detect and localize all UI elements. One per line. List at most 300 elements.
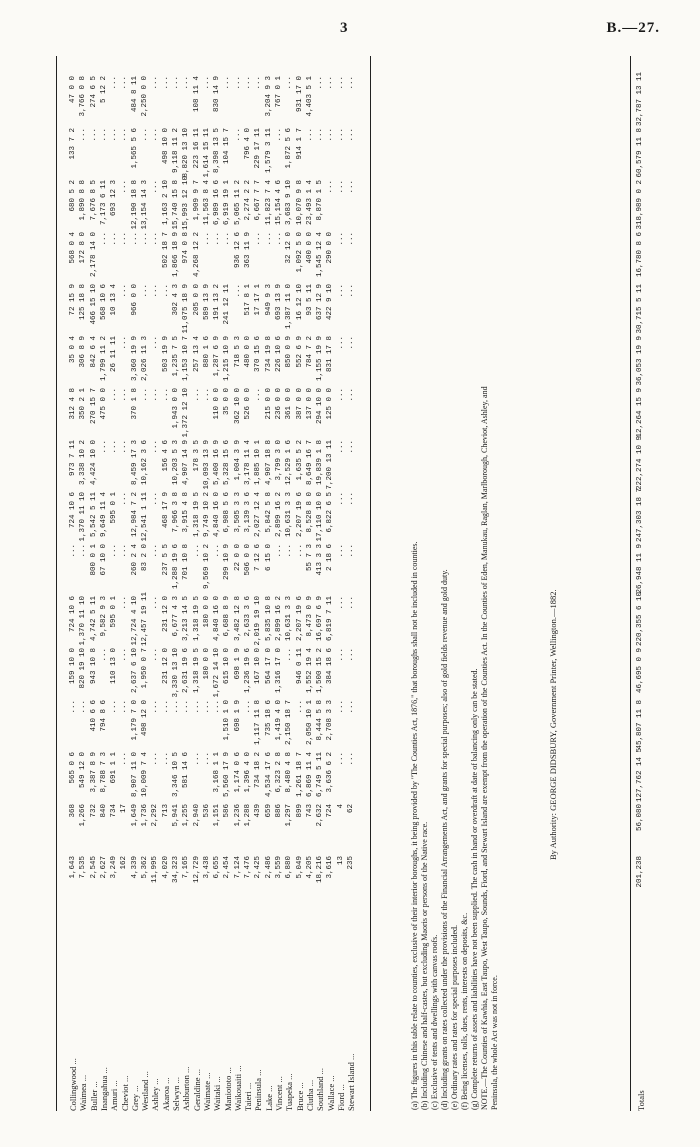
table-cell: 8,398 13 5: [213, 128, 222, 174]
table-cell: 850 0 9: [285, 336, 294, 368]
table-cell: ...: [336, 648, 345, 662]
table-cell: 299 10 9: [223, 544, 232, 581]
totals-cell: 32,787 13 11: [636, 71, 644, 126]
totals-cell: 16,780 8 6: [636, 232, 644, 278]
table-cell: ...: [120, 76, 129, 90]
table-cell: ...: [347, 752, 356, 766]
table-cell: 422 9 10: [326, 284, 335, 321]
table-cell: 565 0 6: [69, 752, 77, 784]
table-cell: 400 0 0: [305, 232, 314, 264]
table-cell: ...: [326, 128, 335, 142]
table-cell: 4,907 18 8: [264, 440, 273, 486]
table-cell: 223 16 11: [192, 128, 201, 169]
table-cell: 62: [347, 804, 356, 814]
data-column: [68, 591, 356, 646]
table-cell: 734 18 2: [254, 752, 263, 789]
table-cell: ...: [254, 232, 263, 246]
table-cell: ...: [213, 700, 222, 714]
table-cell: ...: [182, 76, 191, 90]
table-cell: 3,505 3 3: [233, 492, 242, 533]
table-cell: 226 10 6: [274, 336, 283, 373]
table-cell: 5,560 17 9: [223, 752, 232, 798]
footnotes: [410, 50, 500, 1110]
table-cell: 820 19 10: [79, 648, 88, 689]
table-cell: 3,799 3 0: [274, 440, 283, 481]
table-cell: ...: [161, 284, 170, 298]
table-cell: ...: [347, 336, 356, 350]
table-cell: 2,454: [223, 856, 232, 879]
table-cell: 5,542 5 11: [89, 492, 98, 538]
table-cell: 156 4 6: [161, 440, 170, 472]
totals-cell: 318,989 0 2: [636, 180, 644, 230]
county-name: Tuapeka ...: [284, 1073, 295, 1111]
table-cell: ...: [151, 232, 160, 246]
table-cell: 3,338 10 2: [79, 440, 88, 486]
table-cell: 125 0 0: [326, 388, 335, 420]
table-cell: 8,870 1 5: [316, 180, 325, 221]
table-cell: 241 12 11: [223, 284, 232, 325]
table-cell: 9,118 11 2: [171, 128, 180, 174]
table-cell: 67 10 0: [99, 544, 108, 576]
table-cell: 231 12 0: [161, 596, 170, 633]
table-cell: 1,287 6 9: [213, 336, 222, 377]
county-name: Inangahua ...: [98, 1067, 109, 1111]
footnote-line: (f) Being licenses, tolls, dues, rents, interests on deposits, &c.: [460, 912, 469, 1110]
table-cell: ...: [120, 180, 129, 194]
table-cell: ...: [110, 440, 119, 454]
table-cell: 899: [295, 804, 304, 818]
county-name: Peninsula ...: [253, 1069, 264, 1111]
county-name: Ashley ...: [150, 1078, 161, 1111]
table-cell: 536: [202, 804, 211, 818]
table-cell: 1,370 11 10: [79, 492, 88, 542]
table-cell: 1,163 2 10: [161, 180, 170, 226]
table-cell: 794 8 6: [99, 700, 108, 732]
table-cell: 3,636 6 2: [326, 752, 335, 793]
table-cell: ...: [202, 700, 211, 714]
table-cell: 3,766 0 8: [79, 76, 88, 117]
table-cell: ...: [202, 232, 211, 246]
table-cell: 568 10 6: [99, 284, 108, 321]
table-cell: 180 0 0: [202, 596, 211, 628]
table-cell: 1,799 11 2: [99, 336, 108, 382]
table-cell: ...: [244, 700, 253, 714]
totals-cell: 56,080: [636, 804, 644, 832]
table-cell: 484 8 11: [130, 76, 139, 113]
table-cell: 3,178 11 4: [244, 440, 253, 486]
table-cell: 22 0 0: [233, 544, 242, 572]
footnote-line: (d) Including grants on rates collected under the provisions of the Financial Arrangements Act, and grants for special purposes; also of gold fields revenue and gold duty.: [440, 569, 449, 1110]
table-cell: ...: [285, 544, 294, 558]
table-cell: ...: [295, 544, 304, 558]
table-cell: 159 10 0: [69, 648, 77, 685]
document-reference: B.—27.: [606, 20, 660, 36]
data-column: [68, 700, 356, 750]
county-name: Clutha ...: [304, 1079, 315, 1111]
table-cell: 1,510 1 0: [223, 700, 232, 741]
table-cell: 743: [305, 804, 314, 818]
table-cell: 2,708 3 3: [326, 700, 335, 741]
table-cell: 1,151: [213, 804, 222, 827]
table-cell: 2,178 14 0: [89, 232, 98, 278]
table-cell: 1,318 19 5: [192, 596, 201, 642]
data-column: [68, 388, 356, 438]
footnote-line: (a) The figures in this table relate to counties, exclusive of their interior boroughs, it being provided by "The Counties Act, 1876," that boroughs shall not be included in counties.: [410, 541, 419, 1110]
table-cell: 3,616: [326, 856, 335, 879]
table-cell: ...: [336, 180, 345, 194]
table-cell: ...: [151, 76, 160, 90]
table-cell: 659: [264, 804, 273, 818]
data-column: [68, 752, 356, 802]
table-cell: ...: [347, 544, 356, 558]
table-cell: 290 0 0: [326, 232, 335, 264]
table-cell: ...: [254, 388, 263, 402]
table-cell: 6,919 19 1: [223, 180, 232, 226]
table-cell: ...: [161, 76, 170, 90]
table-cell: 1,004 3 9: [233, 440, 242, 481]
table-cell: ...: [336, 284, 345, 298]
table-cell: ...: [79, 128, 88, 142]
table-cell: 72 15 9: [69, 284, 77, 316]
table-cell: 880 1 6: [202, 336, 211, 368]
table-cell: 110 0 0: [213, 388, 222, 420]
county-name: Vincent ...: [274, 1076, 284, 1111]
totals-cell: 12,264 15 9: [636, 388, 644, 438]
footnote-line: (e) Ordinary rates and rates for special purposes included.: [450, 924, 459, 1110]
county-name: Stewart Island ...: [346, 1053, 357, 1111]
table-cell: ...: [326, 180, 335, 194]
table-cell: 1,579 3 11: [264, 128, 273, 174]
table-cell: 1,885 10 1: [254, 440, 263, 486]
table-cell: 1,372 12 10: [182, 388, 191, 438]
table-cell: ...: [347, 596, 356, 610]
county-name: Akaroa ...: [160, 1077, 171, 1111]
table-cell: 2,207 19 6: [295, 492, 304, 538]
table-cell: 8,907 11 0: [130, 752, 139, 798]
table-cell: 3,204 9 3: [264, 76, 273, 117]
table-cell: 55 7 3: [305, 544, 314, 572]
table-cell: 468 17 9: [161, 492, 170, 529]
page-header: [0, 0, 700, 40]
table-cell: 9,582 9 3: [99, 596, 108, 637]
table-cell: 718 5 3: [233, 336, 242, 368]
table-cell: 2,627: [99, 856, 108, 879]
table-cell: 734 19 8: [264, 336, 273, 373]
table-cell: 11,563 8 4: [202, 180, 211, 226]
footnote-line: (g) Complete returns of assets and liabilities have not been supplied. The cash in hand or overdraft at date of balancing only can be stated.: [470, 668, 479, 1110]
table-cell: 6,677 4 3: [171, 596, 180, 637]
table-cell: ...: [336, 700, 345, 714]
table-cell: 886: [274, 804, 283, 818]
table-cell: ...: [244, 76, 253, 90]
table-cell: ...: [316, 128, 325, 142]
table-cell: 12,541 1 11: [141, 492, 150, 542]
table-cell: 47 0 0: [69, 76, 77, 104]
table-cell: ...: [151, 596, 160, 610]
county-name: Geraldine ...: [191, 1068, 202, 1111]
data-column: [68, 856, 356, 906]
table-cell: 966 0 0: [130, 284, 139, 316]
table-cell: 7,966 3 8: [171, 492, 180, 533]
table-cell: ...: [120, 752, 129, 766]
table-cell: 35 0 0: [223, 388, 232, 416]
table-cell: 6,655: [213, 856, 222, 879]
table-cell: 4,268 12 2: [192, 232, 201, 278]
table-cell: 943 10 8: [89, 648, 98, 685]
table-cell: 12,457 19 11: [141, 591, 150, 646]
table-cell: 1,092 5 0: [295, 232, 304, 273]
table-cell: 724 10 6: [69, 492, 77, 529]
table-cell: ...: [233, 76, 242, 90]
table-cell: 10,070 9 8: [295, 180, 304, 226]
table-cell: 3,330 13 10: [171, 648, 180, 698]
table-cell: 10 13 4: [110, 284, 119, 316]
table-cell: ...: [202, 388, 211, 402]
table-cell: ...: [223, 76, 232, 90]
table-cell: ...: [213, 544, 222, 558]
table-cell: ...: [202, 76, 211, 90]
table-cell: 370 1 8: [130, 388, 139, 420]
table-cell: 724: [326, 804, 335, 818]
table-cell: 137 0 0: [305, 388, 314, 420]
table-cell: 12,729: [192, 856, 201, 884]
table-cell: ...: [69, 544, 77, 558]
county-name: Bruce ...: [294, 1082, 305, 1111]
county-name: Ashburton ...: [181, 1066, 192, 1111]
county-name: Maniototo ...: [222, 1067, 233, 1111]
table-cell: 767 0 1: [274, 76, 283, 108]
table-cell: 10,093 13 9: [202, 440, 211, 490]
table-cell: 480 0 0: [244, 336, 253, 368]
totals-cell: 220,355 6 10: [636, 591, 644, 646]
table-cell: 17,110 10 0: [316, 492, 325, 542]
table-cell: 2,019 19 10: [254, 596, 263, 646]
table-cell: 3,683 9 10: [285, 180, 294, 226]
table-cell: 1,872 5 6: [285, 128, 294, 169]
table-cell: ...: [192, 700, 201, 714]
table-cell: 581 14 6: [182, 752, 191, 789]
table-cell: 104 15 7: [223, 128, 232, 165]
table-cell: 9,649 11 4: [99, 492, 108, 538]
table-cell: 3,139 3 6: [244, 492, 253, 533]
county-name: Collingwood ...: [68, 1058, 78, 1111]
table-cell: ...: [110, 232, 119, 246]
table-cell: 9,749 10 2: [202, 492, 211, 538]
table-cell: 167 10 0: [254, 648, 263, 685]
table-cell: 6,989 16 6: [213, 180, 222, 226]
table-cell: ...: [161, 388, 170, 402]
table-cell: 413 3 3: [316, 544, 325, 576]
table-cell: 4,742 5 11: [89, 596, 98, 642]
table-cell: 5,941: [171, 804, 180, 827]
table-cell: ...: [233, 284, 242, 298]
table-cell: 10,162 3 6: [141, 440, 150, 486]
table-cell: ...: [110, 544, 119, 558]
table-cell: 526 0 0: [244, 388, 253, 420]
table-cell: 2,632: [316, 804, 325, 827]
table-cell: 7 12 6: [254, 544, 263, 572]
table-cell: 2,027 12 4: [254, 492, 263, 538]
totals-cell: 36,053 19 9: [636, 336, 644, 386]
table-cell: 595 0 1: [110, 492, 119, 524]
table-cell: 1,890 8 8: [79, 180, 88, 221]
table-cell: 2,637 6 10: [130, 648, 139, 694]
table-cell: 2,150 18 7: [285, 700, 294, 746]
table-cell: 2,274 2 2: [244, 180, 253, 221]
data-column: [68, 492, 356, 542]
table-cell: 615 10 0: [223, 648, 232, 685]
table-cell: 23,493 1 4: [305, 180, 314, 226]
table-cell: 1,117 11 8: [254, 700, 263, 746]
table-cell: ...: [347, 700, 356, 714]
table-cell: 4,840 16 0: [213, 492, 222, 538]
table-cell: 2,250 0 0: [141, 76, 150, 117]
table-cell: 2 18 6: [326, 544, 335, 572]
table-cell: 16,697 6 9: [316, 596, 325, 642]
table-cell: 32 12 0: [285, 232, 294, 264]
table-cell: ...: [192, 388, 201, 402]
table-cell: ...: [151, 700, 160, 714]
table-cell: ...: [171, 76, 180, 90]
table-cell: 5,065 11 2: [233, 180, 242, 226]
table-cell: 503 19 9: [161, 336, 170, 373]
table-cell: ...: [120, 232, 129, 246]
table-cell: ...: [151, 752, 160, 766]
table-cell: ...: [151, 336, 160, 350]
table-cell: 1,297: [285, 804, 294, 827]
table-cell: 3,559: [274, 856, 283, 879]
table-cell: 1,318 19 5: [192, 492, 201, 538]
table-cell: 974 0 8: [182, 232, 191, 264]
table-cell: 1,500 15 2: [316, 648, 325, 694]
footnote-line: Peninsula, the whole Act was not in force.: [490, 975, 499, 1110]
table-cell: ...: [347, 128, 356, 142]
table-cell: 8,788 7 3: [99, 752, 108, 793]
table-cell: 8,528 8 0: [305, 492, 314, 533]
table-cell: 7,173 6 11: [99, 180, 108, 226]
table-cell: ...: [99, 440, 108, 454]
table-cell: 589 13 9: [202, 284, 211, 321]
table-cell: 3,387 8 9: [89, 752, 98, 793]
table-cell: ...: [347, 180, 356, 194]
county-name: Cheviot ...: [119, 1075, 130, 1111]
table-cell: 475 0 0: [99, 388, 108, 420]
table-cell: 162: [120, 856, 129, 870]
table-cell: ...: [202, 752, 211, 766]
table-cell: 6,667 7 7: [254, 180, 263, 221]
data-column: [68, 232, 356, 282]
table-cell: 698 1 9: [233, 700, 242, 732]
table-cell: 1,288: [244, 804, 253, 827]
table-cell: ...: [336, 336, 345, 350]
table-cell: 5 12 2: [99, 76, 108, 104]
table-cell: ...: [120, 336, 129, 350]
table-cell: 18,216: [316, 856, 325, 884]
table-cell: ...: [274, 232, 283, 246]
table-cell: 26 11 11: [110, 336, 119, 373]
table-mid-rule: [370, 56, 371, 1111]
table-cell: 7,165: [182, 856, 191, 879]
table-cell: 3,213 14 5: [182, 596, 191, 642]
table-cell: ...: [120, 492, 129, 506]
table-cell: 5,842 5 8: [264, 492, 273, 533]
table-cell: 2,050 10 1: [305, 700, 314, 746]
table-cell: 235: [347, 856, 356, 870]
table-cell: 698 1 9: [233, 648, 242, 680]
table-cell: 229 17 11: [254, 128, 263, 169]
table-cell: 1,266: [79, 804, 88, 827]
table-cell: 691 1 1: [110, 752, 119, 784]
county-name: Taieri ...: [243, 1082, 254, 1111]
table-cell: 306 8 9: [79, 336, 88, 368]
totals-cell: 201,238: [636, 856, 644, 888]
table-cell: ...: [274, 128, 283, 142]
data-column: [68, 648, 356, 698]
table-cell: ...: [254, 76, 263, 90]
table-cell: ...: [120, 128, 129, 142]
table-cell: 1,866 18 9: [171, 232, 180, 278]
table-cell: 7,200 13 11: [326, 440, 335, 490]
table-cell: ...: [336, 752, 345, 766]
table-cell: 8,473 0 9: [305, 596, 314, 637]
table-cell: ...: [130, 232, 139, 246]
table-cell: 110 13 0: [110, 648, 119, 685]
statistics-table: [58, 56, 648, 1111]
table-cell: 17: [120, 804, 129, 814]
table-cell: 1,255: [182, 804, 191, 827]
table-cell: 498 12 0: [141, 700, 150, 737]
table-cell: ...: [347, 440, 356, 454]
table-cell: 3,168 1 1: [213, 752, 222, 793]
table-cell: 8,649 16 7: [305, 440, 314, 486]
table-cell: 1,649: [130, 804, 139, 827]
table-cell: 12,529 1 6: [285, 440, 294, 486]
footnote-line: (c) Exclusive of tents and dwellings with canvas roofs.: [430, 934, 439, 1110]
table-cell: 1,316 17 0: [274, 648, 283, 694]
table-cell: 734: [110, 804, 119, 818]
table-cell: 4,403 5 1: [305, 76, 314, 117]
table-cell: ...: [120, 544, 129, 558]
table-cell: 701 10 8: [182, 544, 191, 581]
table-cell: 693 13 9: [274, 284, 283, 321]
table-cell: 410 6 6: [89, 700, 98, 732]
table-cell: 362 10 0: [233, 388, 242, 425]
table-cell: 15,740 15 8: [171, 180, 180, 230]
table-cell: 2,545: [89, 856, 98, 879]
table-cell: ...: [151, 492, 160, 506]
table-cell: 1,387 11 0: [285, 284, 294, 330]
table-cell: ...: [151, 388, 160, 402]
table-cell: 4,205: [305, 856, 314, 879]
table-cell: 34,323: [171, 856, 180, 884]
table-cell: ...: [141, 388, 150, 402]
table-cell: ...: [151, 284, 160, 298]
table-cell: 12,984 7 2: [130, 492, 139, 538]
county-name: Amuri ...: [109, 1080, 120, 1111]
table-cell: 108 11 4: [192, 76, 201, 113]
table-cell: ...: [336, 232, 345, 246]
table-cell: 15,993 12 10: [182, 175, 191, 230]
table-cell: 2,899 16 2: [274, 596, 283, 642]
county-name: Waitaki ...: [212, 1076, 223, 1111]
table-cell: 1,672 14 10: [213, 648, 222, 698]
table-cell: ...: [110, 76, 119, 90]
table-cell: 713: [161, 804, 170, 818]
table-cell: ...: [347, 76, 356, 90]
table-cell: ...: [89, 128, 98, 142]
county-name: Waimate ...: [201, 1072, 212, 1111]
county-name: Southland ...: [315, 1068, 326, 1111]
